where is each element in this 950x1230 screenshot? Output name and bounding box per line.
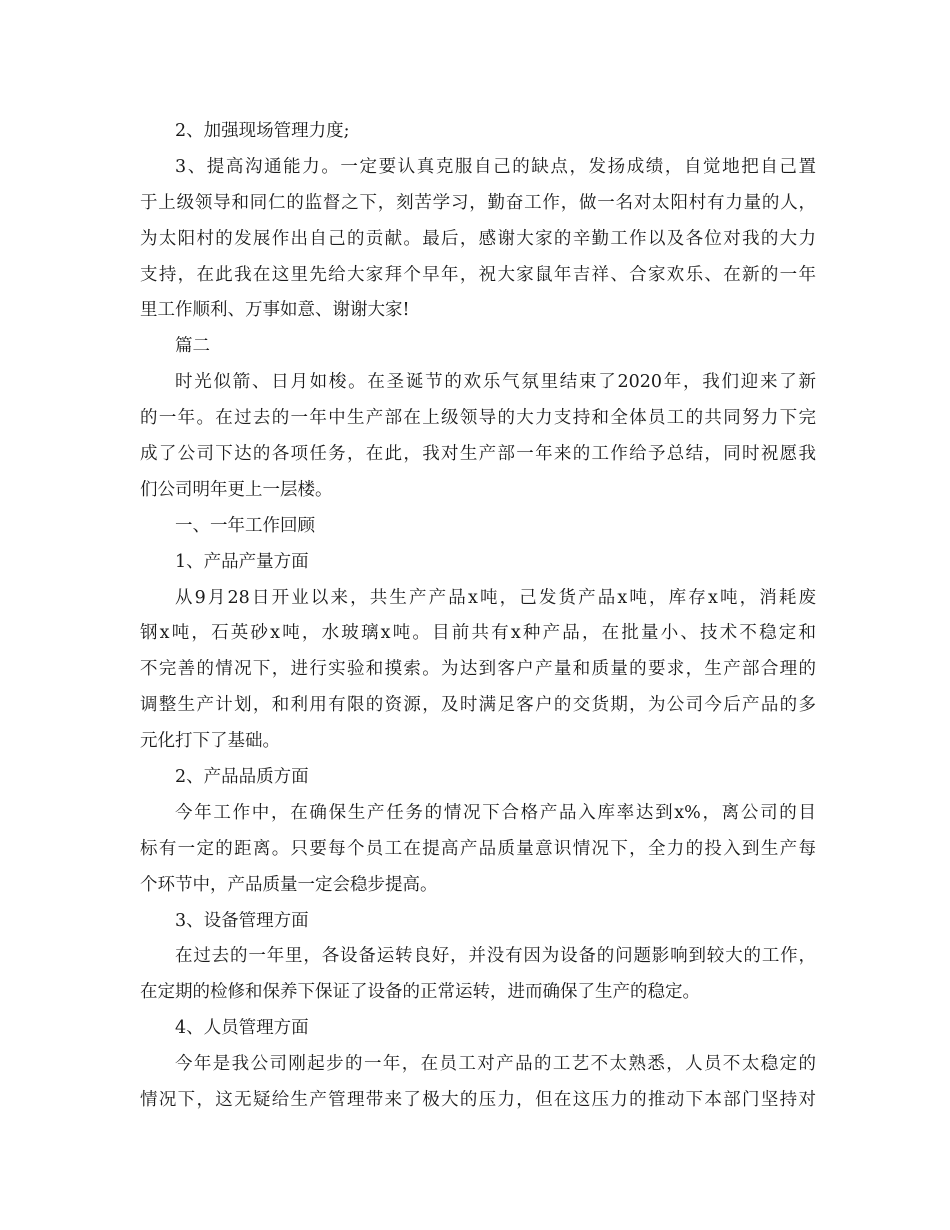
paragraph-line: 支持，在此我在这里先给大家拜个早年，祝大家鼠年吉祥、合家欢乐、在新的一年 bbox=[140, 264, 816, 285]
section-heading-part-two: 篇二 bbox=[175, 336, 210, 357]
paragraph-line: 从9月28日开业以来，共生产产品x吨，己发货产品x吨，库存x吨，消耗废 bbox=[175, 587, 816, 608]
paragraph-line: 在过去的一年里，各设备运转良好，并没有因为设备的问题影响到较大的工作， bbox=[175, 946, 816, 967]
subheading-product-output: 1、产品产量方面 bbox=[175, 551, 309, 572]
paragraph-line: 不完善的情况下，进行实验和摸索。为达到客户产量和质量的要求，生产部合理的 bbox=[140, 659, 816, 680]
paragraph-line: 标有一定的距离。只要每个员工在提高产品质量意识情况下，全力的投入到生产每 bbox=[140, 838, 816, 859]
paragraph-line: 调整生产计划，和利用有限的资源，及时满足客户的交货期，为公司今后产品的多 bbox=[140, 695, 816, 716]
paragraph-line: 在定期的检修和保养下保证了设备的正常运转，进而确保了生产的稳定。 bbox=[140, 982, 700, 1003]
paragraph-line: 个环节中，产品质量一定会稳步提高。 bbox=[140, 874, 438, 895]
paragraph-line: 们公司明年更上一层楼。 bbox=[140, 479, 333, 500]
paragraph-line: 今年是我公司刚起步的一年，在员工对产品的工艺不太熟悉，人员不太稳定的 bbox=[175, 1054, 816, 1075]
paragraph-line: 3、提高沟通能力。一定要认真克服自己的缺点，发扬成绩，自觉地把自己置 bbox=[175, 156, 816, 177]
paragraph-line: 时光似箭、日月如梭。在圣诞节的欢乐气氛里结束了2020年，我们迎来了新 bbox=[175, 372, 816, 393]
subheading-product-quality: 2、产品品质方面 bbox=[175, 767, 309, 788]
subheading-equipment-management: 3、设备管理方面 bbox=[175, 910, 309, 931]
paragraph-line: 于上级领导和同仁的监督之下，刻苦学习，勤奋工作，做一名对太阳村有力量的人， bbox=[140, 192, 816, 213]
subheading-personnel-management: 4、人员管理方面 bbox=[175, 1018, 309, 1039]
paragraph-line: 成了公司下达的各项任务，在此，我对生产部一年来的工作给予总结，同时祝愿我 bbox=[140, 444, 816, 465]
paragraph-line: 情况下，这无疑给生产管理带来了极大的压力，但在这压力的推动下本部门坚持对 bbox=[140, 1090, 816, 1111]
paragraph-line: 今年工作中，在确保生产任务的情况下合格产品入库率达到x%，离公司的目 bbox=[175, 802, 816, 823]
paragraph-line: 里工作顺利、万事如意、谢谢大家! bbox=[140, 300, 410, 321]
document-body bbox=[140, 114, 816, 1119]
list-item-strengthen-site-management: 2、加强现场管理力度; bbox=[175, 121, 350, 141]
paragraph-line: 元化打下了基础。 bbox=[140, 731, 280, 752]
section-heading-annual-review: 一、一年工作回顾 bbox=[175, 515, 315, 536]
paragraph-line: 的一年。在过去的一年中生产部在上级领导的大力支持和全体员工的共同努力下完 bbox=[140, 408, 816, 429]
paragraph-line: 为太阳村的发展作出自己的贡献。最后，感谢大家的辛勤工作以及各位对我的大力 bbox=[140, 228, 816, 249]
paragraph-line: 钢x吨，石英砂x吨，水玻璃x吨。目前共有x种产品，在批量小、技术不稳定和 bbox=[140, 623, 816, 644]
